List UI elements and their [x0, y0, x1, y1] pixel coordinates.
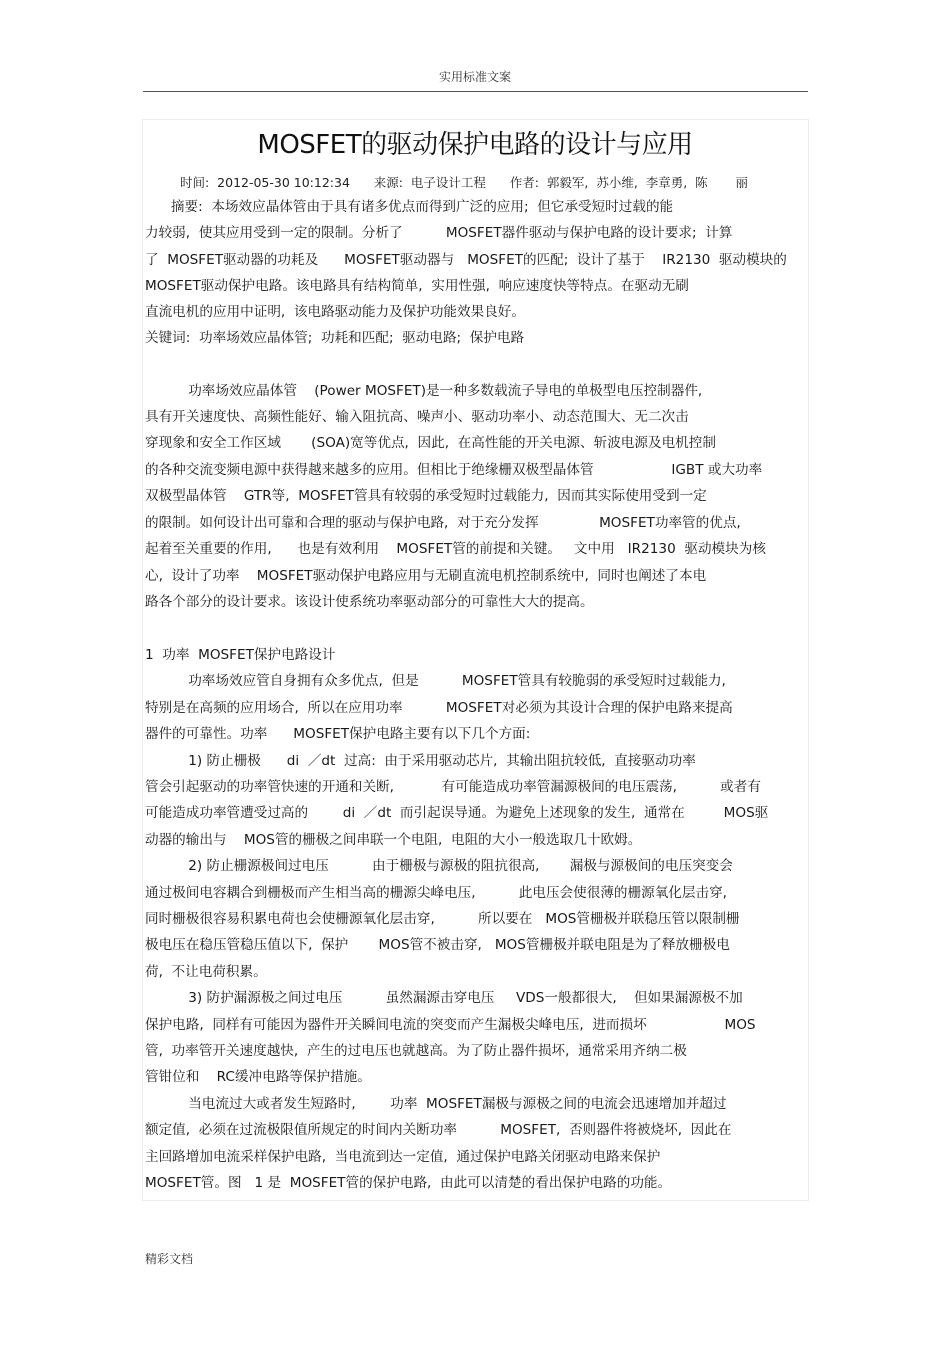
body-line: 极电压在稳压管稳压值以下, 保护 MOS管不被击穿, MOS管栅极并联电阻是为了释放栅极电 — [145, 937, 730, 953]
body-line: 1) 防止栅极 di ／dt 过高: 由于采用驱动芯片, 其输出阻抗较低, 直接驱动功率 — [145, 753, 696, 769]
body-line: 通过极间电容耦合到栅极而产生相当高的栅源尖峰电压, 此电压会使很薄的栅源氧化层击穿, — [145, 885, 728, 901]
abstract-line: 摘要: 本场效应晶体管由于具有诸多优点而得到广泛的应用; 但它承受短时过载的能 — [145, 199, 674, 215]
body-line: 保护电路, 同样有可能因为器件开关瞬间电流的突变而产生漏极尖峰电压, 进而损坏 MOS — [145, 1017, 756, 1033]
section-heading: 1 功率 MOSFET保护电路设计 — [145, 647, 336, 663]
body-line: 管, 功率管开关速度越快, 产生的过电压也就越高。为了防止器件损坏, 通常采用齐纳二极 — [145, 1043, 687, 1059]
body-line: 额定值, 必须在过流极限值所规定的时间内关断功率 MOSFET, 否则器件将被烧坏, 因此在 — [145, 1122, 732, 1138]
intro-line: 功率场效应晶体管 (Power MOSFET)是一种多数载流子导电的单极型电压控制器件, — [145, 383, 703, 399]
abstract-line: MOSFET驱动保护电路。该电路具有结构简单, 实用性强, 响应速度快等特点。在驱动无刷 — [145, 278, 689, 294]
keywords: 关键词: 功率场效应晶体管; 功耗和匹配; 驱动电路; 保护电路 — [145, 330, 525, 346]
intro-line: 双极型晶体管 GTR等, MOSFET管具有较弱的承受短时过载能力, 因而其实际使用受到一定 — [145, 488, 707, 504]
body-line: 同时栅极很容易积累电荷也会使栅源氧化层击穿, 所以要在 MOS管栅极并联稳压管以限制栅 — [145, 911, 740, 927]
body-line: 主回路增加电流采样保护电路, 当电流到达一定值, 通过保护电路关闭驱动电路来保护 — [145, 1149, 661, 1165]
body-line: 管钳位和 RC缓冲电路等保护措施。 — [145, 1069, 371, 1085]
intro-line: 路各个部分的设计要求。该设计使系统功率驱动部分的可靠性大大的提高。 — [145, 594, 594, 610]
body-line: 特别是在高频的应用场合, 所以在应用功率 MOSFET对必须为其设计合理的保护电路来提高 — [145, 700, 733, 716]
intro-line: 具有开关速度快、高频性能好、输入阻抗高、噪声小、驱动功率小、动态范围大、无二次击 — [145, 409, 689, 425]
abstract-line: 力较弱, 使其应用受到一定的限制。分析了 MOSFET器件驱动与保护电路的设计要求; 计算 — [145, 225, 733, 241]
body-line: 3) 防护漏源极之间过电压 虽然漏源击穿电压 VDS一般都很大, 但如果漏源极不加 — [145, 990, 743, 1006]
intro-line: 穿现象和安全工作区域 (SOA)宽等优点, 因此, 在高性能的开关电源、斩波电源及电机控制 — [145, 435, 716, 451]
article-meta: 时间: 2012-05-30 10:12:34 来源: 电子设计工程 作者: 郭毅军, 苏小维, 李章勇, 陈 丽 — [180, 175, 748, 190]
intro-line: 心, 设计了功率 MOSFET驱动保护电路应用与无刷直流电机控制系统中, 同时也阐述了本电 — [145, 568, 707, 584]
body-line: 管会引起驱动的功率管快速的开通和关断, 有可能造成功率管漏源极间的电压震荡, 或者有 — [145, 779, 761, 795]
intro-line: 的限制。如何设计出可靠和合理的驱动与保护电路, 对于充分发挥 MOSFET功率管的优点, — [145, 515, 741, 531]
header-divider — [143, 91, 808, 92]
page-header: 实用标准文案 — [438, 70, 511, 84]
intro-line: 的各种交流变频电源中获得越来越多的应用。但相比于绝缘栅双极型晶体管 IGBT 或大功率 — [145, 462, 763, 478]
body-line: 器件的可靠性。功率 MOSFET保护电路主要有以下几个方面: — [145, 726, 531, 742]
body-line: 荷, 不让电荷积累。 — [145, 964, 267, 980]
intro-line: 起着至关重要的作用, 也是有效利用 MOSFET管的前提和关键。 文中用 IR2130 驱动模块为核 — [145, 541, 766, 557]
body-line: 功率场效应管自身拥有众多优点, 但是 MOSFET管具有较脆弱的承受短时过载能力, — [145, 673, 726, 689]
body-line: MOSFET管。图 1 是 MOSFET管的保护电路, 由此可以清楚的看出保护电路的功能。 — [145, 1175, 672, 1191]
body-line: 当电流过大或者发生短路时, 功率 MOSFET漏极与源极之间的电流会迅速增加并超过 — [145, 1096, 727, 1112]
document-title: MOSFET的驱动保护电路的设计与应用 — [257, 130, 693, 160]
abstract-line: 了 MOSFET驱动器的功耗及 MOSFET驱动器与 MOSFET的匹配; 设计了基于 IR2130 驱动模块的 — [145, 252, 787, 268]
abstract-line: 直流电机的应用中证明, 该电路驱动能力及保护功能效果良好。 — [145, 304, 525, 320]
body-line: 可能造成功率管遭受过高的 di ／dt 而引起误导通。为避免上述现象的发生, 通常在 MOS驱 — [145, 805, 769, 821]
page-footer: 精彩文档 — [145, 1252, 194, 1266]
body-line: 动器的输出与 MOS管的栅极之间串联一个电阻, 电阻的大小一般选取几十欧姆。 — [145, 832, 642, 848]
body-line: 2) 防止栅源极间过电压 由于栅极与源极的阻抗很高, 漏极与源极间的电压突变会 — [145, 858, 733, 874]
